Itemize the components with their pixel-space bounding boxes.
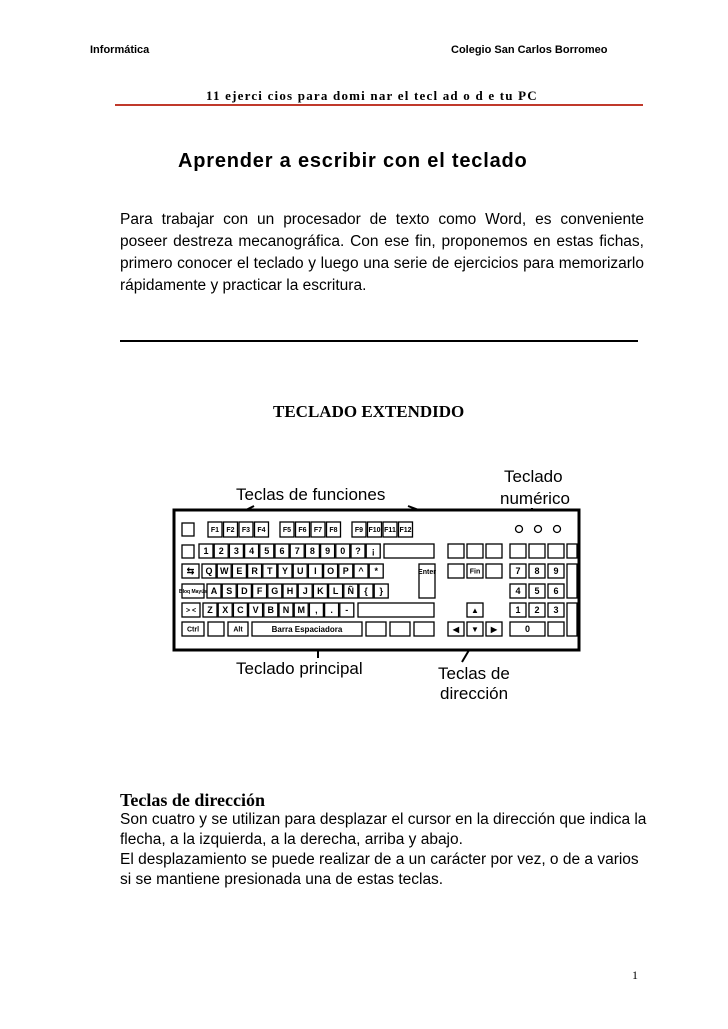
page-title: Aprender a escribir con el teclado: [178, 150, 528, 172]
indicator-light: [535, 526, 542, 533]
key-bottom-4-label: B: [267, 605, 275, 616]
key-f7-label: F7: [313, 527, 323, 534]
key-bottom-8-label: .: [330, 605, 333, 616]
key-num-10-label: ?: [355, 546, 361, 557]
key-num-0-label: 1: [203, 546, 209, 557]
key-divide: [529, 544, 545, 558]
key-numpad-plus: [567, 564, 577, 598]
key-num-1-label: 2: [218, 546, 224, 557]
page-number: 1: [632, 968, 638, 982]
key-win: [208, 622, 224, 636]
key-qwerty-1-label: W: [219, 566, 229, 577]
key-qwerty-9-label: P: [342, 566, 349, 577]
key-f9-label: F9: [354, 527, 364, 534]
key-home-7-label: K: [317, 586, 324, 597]
key-home: [467, 544, 483, 558]
key-f8-label: F8: [329, 527, 338, 534]
label-teclas-funciones: Teclas de funciones: [236, 485, 386, 504]
key-numpad-7-label: 7: [515, 566, 521, 577]
section-paragraph-1: Son cuatro y se utilizan para desplazar el cursor en la dirección que indica la flecha, a la izquierda, a la derecha, arriba y abajo.: [120, 811, 647, 848]
key-tab-label: ⇆: [186, 566, 195, 577]
key-home-8-label: L: [332, 586, 339, 597]
keyboard-diagram: [170, 448, 590, 708]
key-home-5-label: H: [286, 586, 294, 597]
key-shift-right: [358, 603, 434, 617]
key-qwerty-7-label: I: [314, 566, 317, 577]
key-ctrl-left-label: Ctrl: [186, 626, 200, 634]
key-f10-label: F10: [368, 527, 381, 534]
indicator-light: [516, 526, 523, 533]
key-alt-label: Alt: [233, 626, 243, 634]
key-enter-label: Enter: [418, 569, 436, 576]
key-bottom-9-label: -: [345, 605, 349, 616]
key-home-10-label: {: [364, 586, 368, 597]
indicator-light: [554, 526, 561, 533]
key-f4-label: F4: [257, 527, 266, 534]
header-subject: Informática: [90, 44, 150, 56]
key-f3-label: F3: [241, 527, 251, 534]
key-num-5-label: 6: [279, 546, 285, 557]
key-qwerty-8-label: O: [327, 566, 335, 577]
key-f2-label: F2: [226, 527, 235, 534]
key-num-2-label: 3: [233, 546, 239, 557]
key-home-6-label: J: [302, 586, 308, 597]
key-minus: [567, 544, 577, 558]
key-f6-label: F6: [298, 527, 307, 534]
key-ctrl-right: [414, 622, 434, 636]
separator-line: [120, 340, 638, 342]
key-num-3-label: 4: [249, 546, 255, 557]
key-qwerty-5-label: Y: [281, 566, 289, 577]
key-home-1-label: S: [226, 586, 233, 597]
key-home-2-label: D: [241, 586, 248, 597]
key-numpad-2-label: 2: [534, 605, 540, 616]
label-teclado-numerico-2: numérico: [500, 489, 570, 508]
key-bottom-6-label: M: [297, 605, 305, 616]
key-qwerty-11-label: *: [374, 566, 378, 577]
key-qwerty-2-label: E: [236, 566, 243, 577]
label-teclado-principal: Teclado principal: [236, 659, 363, 678]
key-bottom-0-label: Z: [207, 605, 213, 616]
key-bottom-5-label: N: [282, 605, 290, 616]
key-num-6-label: 7: [294, 546, 300, 557]
key-qwerty-6-label: U: [296, 566, 304, 577]
key-delete: [448, 564, 464, 578]
key-numpad-0-label: 0: [524, 624, 531, 635]
key-menu: [390, 622, 410, 636]
key-numlock: [510, 544, 526, 558]
key-numpad-5-label: 5: [534, 586, 540, 597]
key-qwerty-10-label: ^: [358, 566, 364, 577]
key-pgdn: [486, 564, 502, 578]
key-numpad-6-label: 6: [553, 586, 559, 597]
key-home-11-label: }: [379, 586, 383, 597]
key-bottom-3-label: V: [252, 605, 259, 616]
header-rule: [115, 104, 643, 106]
key-f1-label: F1: [210, 527, 220, 534]
key-space-label: Barra Espaciadora: [271, 624, 343, 634]
key-arrow-up-label: ▲: [471, 605, 479, 615]
key-home-0-label: A: [210, 586, 218, 597]
key-num-9-label: 0: [340, 546, 346, 557]
key-arrow-left-label: ◀: [452, 624, 460, 634]
key-insert: [448, 544, 464, 558]
key-bloq-mayus-label: Bloq Mayús: [178, 588, 208, 595]
key-qwerty-3-label: R: [251, 566, 258, 577]
key-numpad-3-label: 3: [553, 605, 559, 616]
key-bottom-2-label: C: [237, 605, 244, 616]
key-num-4-label: 5: [264, 546, 270, 557]
key-bottom-1-label: X: [222, 605, 229, 616]
key-numpad-4-label: 4: [515, 586, 521, 597]
key-bottom-7-label: ,: [315, 605, 318, 616]
key-esc: [182, 523, 194, 536]
section-body: [120, 810, 650, 890]
key-num-7-label: 8: [309, 546, 315, 557]
key-fin-label: Fin: [469, 568, 481, 576]
key-numpad-8-label: 8: [534, 566, 540, 577]
key-home-3-label: F: [256, 586, 263, 597]
key-f12-label: F12: [399, 527, 412, 534]
key-multiply: [548, 544, 564, 558]
key-backspace: [384, 544, 434, 558]
keyboard-heading: TECLADO EXTENDIDO: [273, 402, 465, 421]
key-tilde: [182, 545, 194, 558]
key-shift-left-label: > <: [185, 607, 197, 615]
section-paragraph-2: El desplazamiento se puede realizar de a un carácter por vez, o de a varios si se mantiene presionada una de estas teclas.: [120, 851, 639, 888]
key-qwerty-0-label: Q: [205, 566, 213, 577]
key-arrow-down-label: ▼: [471, 624, 479, 634]
key-num-11-label: ¡: [371, 546, 375, 557]
label-teclas-direccion-2: dirección: [440, 684, 509, 703]
section-title: Teclas de dirección: [120, 790, 265, 810]
label-teclas-direccion-1: Teclas de: [438, 664, 510, 683]
key-home-9-label: Ñ: [347, 586, 355, 597]
key-arrow-right-label: ▶: [490, 624, 498, 634]
key-num-8-label: 9: [325, 546, 331, 557]
key-numpad-dot: [548, 622, 564, 636]
header-subtitle: 11 ejerci cios para domi nar el tecl ad o d e tu PC: [206, 88, 538, 103]
key-f5-label: F5: [282, 527, 292, 534]
header-school: Colegio San Carlos Borromeo: [451, 44, 608, 56]
key-pgup: [486, 544, 502, 558]
key-f11-label: F11: [384, 527, 396, 534]
key-numpad-9-label: 9: [553, 566, 559, 577]
key-qwerty-4-label: T: [267, 566, 273, 577]
key-numpad-enter: [567, 603, 577, 636]
label-teclado-numerico-1: Teclado: [504, 467, 563, 486]
key-home-4-label: G: [271, 586, 279, 597]
key-numpad-1-label: 1: [515, 605, 521, 616]
intro-paragraph: Para trabajar con un procesador de texto como Word, es conveniente poseer destreza mecanográfica. Con ese fin, proponemos en estas fichas, primero conocer el teclado y luego una serie de ejercicios para memorizarlo rápidamente y practicar la escritura.: [120, 211, 644, 294]
key-altgr: [366, 622, 386, 636]
